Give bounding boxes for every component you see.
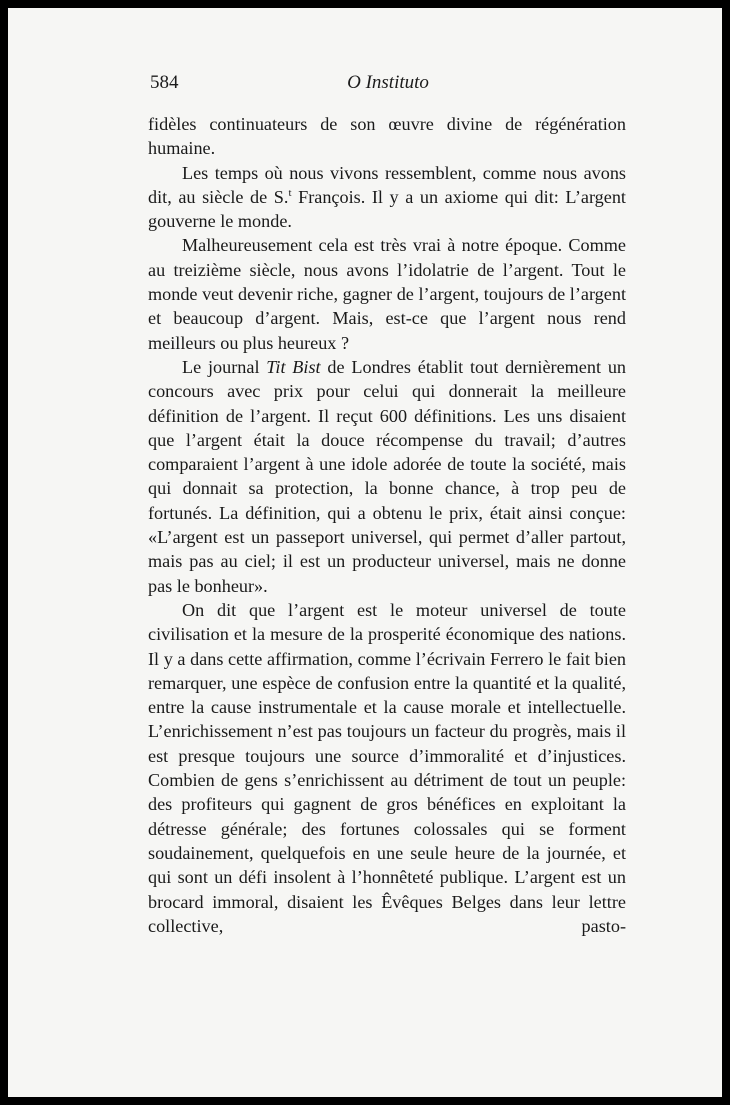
paragraph-4: [148, 355, 626, 598]
paragraph-4-journal-title: Tit Bist: [266, 356, 321, 377]
body-text: [148, 112, 626, 938]
scanned-page: [8, 8, 722, 1097]
paragraph-5: On dit que l’argent est le moteur universel de toute civilisation et la mesure de la prosperité économique des nations. Il y a dans cette affirmation, comme l’écrivain Ferrero le fait bien remarquer, une espèce de confusion entre la quantité et la qualité, entre la cause instrumentale et la cause morale et intellectuelle. L’enrichissement n’est pas toujours un facteur du progrès, mais il est presque toujours une source d’immoralité et d’injustices. Combien de gens s’enrichissent au détriment de tout un peuple: des profiteurs qui gagnent de gros bénéfices en exploitant la détresse générale; des fortunes colossales qui se forment soudainement, quelquefois en une seule heure de la journée, et qui sont un défi insolent à l’honnêteté publique. L’argent est un brocard immoral, disaient les Êvêques Belges dans leur lettre collective, pasto-: [148, 599, 626, 936]
paragraph-3: Malheureusement cela est très vrai à notre époque. Comme au treizième siècle, nous avons l’idolatrie de l’argent. Tout le monde veut devenir riche, gagner de l’argent, toujours de l’argent et beaucoup d’argent. Mais, est-ce que l’argent nous rend meilleurs ou plus heureux ?: [148, 235, 626, 353]
page-number: 584: [150, 72, 179, 93]
paragraph-2: [148, 161, 626, 234]
paragraph-1: fidèles continuateurs de son œuvre divine de régénération humaine.: [148, 114, 626, 159]
paragraph-4-text-after: de Londres établit tout dernièrement un concours avec prix pour celui qui donnerait la meilleure définition de l’argent. Il reçut 600 définitions. Les uns disaient que l’argent était la douce récompense du travail; d’autres comparaient l’argent à une idole adorée de toute la société, mais qui donnait sa protection, la bonne chance, à trop peu de fortunés. La définition, qui a obtenu le prix, était ainsi conçue: «L’argent est un passeport universel, qui permet d’aller partout, mais pas au ciel; il est un producteur universel, mais ne donne pas le bonheur».: [148, 356, 627, 596]
paragraph-2-text-before: Les temps où nous vivons ressemblent, comme nous avons dit, au siècle de S.: [148, 162, 626, 207]
page-header: [150, 72, 626, 100]
paragraph-2-superscript: t: [288, 186, 292, 199]
paragraph-2-text-after: François. Il y a un axiome qui dit: L’argent gouverne le monde.: [148, 186, 626, 232]
running-title: O Instituto: [347, 72, 429, 93]
paragraph-4-text-before: Le journal: [182, 356, 267, 377]
